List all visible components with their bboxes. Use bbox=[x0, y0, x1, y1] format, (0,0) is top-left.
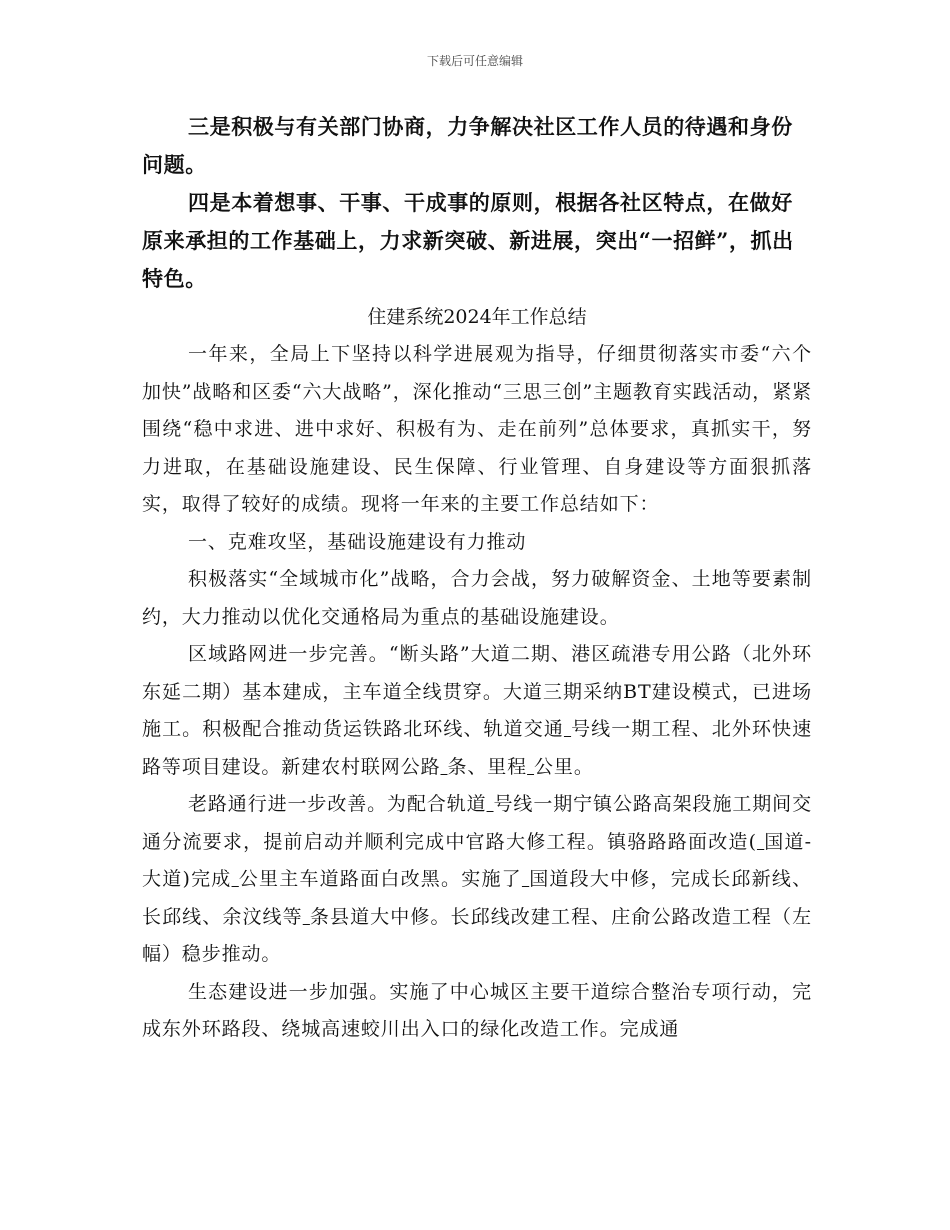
old-roads-text-5: 国道段大中修，完成长邱新线、长邱线、余汶线等 bbox=[142, 868, 812, 928]
fill-blank bbox=[232, 868, 239, 890]
document-body bbox=[142, 108, 812, 1049]
document-title: 住建系统2024年工作总结 bbox=[367, 306, 587, 328]
paragraph-point-four: 四是本着想事、干事、干成事的原则，根据各社区特点，在做好原来承担的工作基础上，力求新突破、新进展，突出“一招鲜”，抓出特色。 bbox=[142, 190, 794, 291]
fill-blank bbox=[303, 906, 310, 928]
road-network-text-2: 号线一期工程、北外环快速路等项目建设。新建农村联网公路 bbox=[142, 718, 812, 778]
section-heading: 一、克难攻坚，基础设施建设有力推动 bbox=[188, 530, 527, 553]
old-roads-paragraph bbox=[142, 786, 812, 974]
road-network-text-3: 条、里程 bbox=[447, 755, 528, 778]
old-roads-text-6: 条县道大中修。长邱线改建工程、庄俞公路改造工程（左幅）稳步推动。 bbox=[142, 905, 812, 965]
paragraph-point-three: 三是积极与有关部门协商，力争解决社区工作人员的待遇和身份问题。 bbox=[142, 114, 793, 177]
section-intro-paragraph: 积极落实“全域城市化”战略，合力会战，努力破解资金、土地等要素制约，大力推动以优化交通格局为重点的基础设施建设。 bbox=[142, 568, 812, 628]
road-network-text-4: 公里。 bbox=[534, 755, 594, 778]
page-header: 下载后可任意编辑 bbox=[426, 54, 523, 68]
intro-paragraph: 一年来，全局上下坚持以科学进展观为指导，仔细贯彻落实市委“六个加快”战略和区委“六大战略”，深化推动“三思三创”主题教育实践活动，紧紧围绕“稳中求进、进中求好、积极有为、走在前列”总体要求，真抓实干，努力进取，在基础设施建设、民生保障、行业管理、自身建设等方面狠抓落实，取得了较好的成绩。现将一年来的主要工作总结如下： bbox=[142, 343, 812, 515]
fill-blank bbox=[564, 718, 571, 740]
old-roads-text-4: 公里主车道路面白改黑。实施了 bbox=[238, 868, 522, 890]
road-network-text-1: 区域路网进一步完善。“断头路”大道二期、港区疏港专用公路（北外环东延二期）基本建成，主车道全线贯穿。大道三期采纳BT建设模式，已进场施工。积极配合推动货运铁路北环线、轨道交通 bbox=[142, 643, 812, 740]
road-network-paragraph bbox=[142, 636, 812, 786]
ecology-paragraph: 生态建设进一步加强。实施了中心城区主要干道综合整治专项行动，完成东外环路段、绕城高速蛟川出入口的绿化改造工作。完成通 bbox=[142, 980, 812, 1040]
old-roads-text-3: 国道-大道)完成 bbox=[142, 830, 812, 890]
fill-blank bbox=[487, 793, 494, 815]
old-roads-text-1: 老路通行进一步改善。为配合轨道 bbox=[188, 793, 487, 815]
old-roads-text-2: 号线一期宁镇公路高架段施工期间交通分流要求，提前启动并顺利完成中官路大修工程。镇骆路路面改造( bbox=[142, 793, 812, 853]
fill-blank bbox=[527, 756, 534, 778]
